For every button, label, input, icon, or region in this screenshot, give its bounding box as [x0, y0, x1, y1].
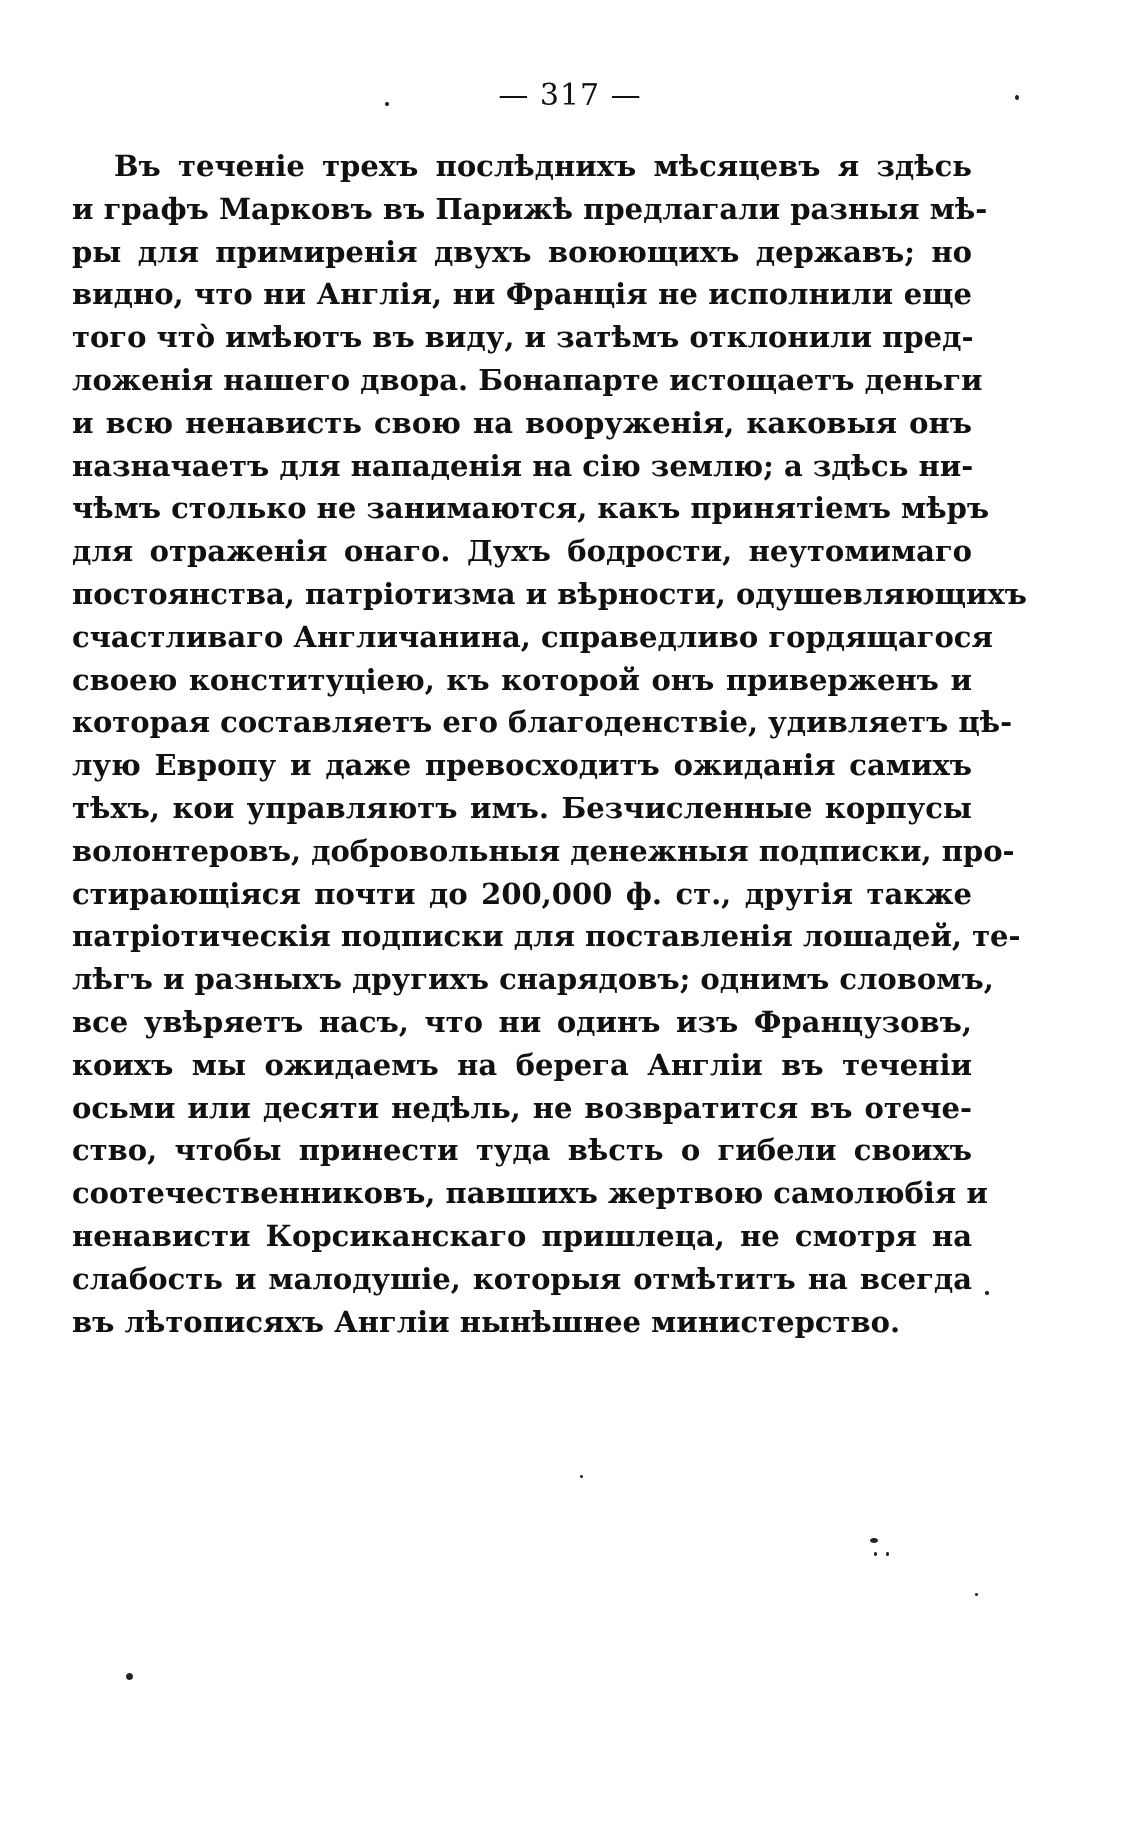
text-line: ненависти Корсиканскаго пришлеца, не смотря на: [72, 1218, 972, 1253]
text-line: которая составляетъ его благоденствіе, удивляетъ цѣ-: [72, 705, 1013, 740]
text-line: стирающіяся почти до 200,000 ф. ст., другія также: [72, 876, 972, 911]
text-line: слабость и малодушіе, которыя отмѣтитъ на всегда: [72, 1261, 972, 1296]
text-line: коихъ мы ожидаемъ на берега Англіи въ теченіи: [72, 1047, 972, 1082]
scan-speck: [1015, 95, 1019, 100]
text-line: Въ теченіе трехъ послѣднихъ мѣсяцевъ я здѣсь: [114, 149, 972, 183]
text-line: осьми или десяти недѣль, не возвратится въ отече-: [72, 1090, 972, 1125]
text-line: волонтеровъ, добровольныя денежныя подписки, про-: [72, 833, 1015, 868]
text-line: счастливаго Англичанина, справедливо гордящагося: [72, 619, 993, 654]
page-number: — 317 —: [498, 78, 642, 113]
body-text: [72, 145, 1027, 1343]
text-line: тѣхъ, кои управляютъ имъ. Безчисленные корпусы: [72, 790, 972, 825]
text-line: постоянства, патріотизма и вѣрности, одушевляющихъ: [72, 576, 1027, 611]
text-line: чѣмъ столько не занимаются, какъ принятіемъ мѣръ: [72, 491, 990, 526]
scan-speck: [985, 1291, 989, 1295]
text-line: того что̀ имѣютъ въ виду, и затѣмъ отклонили пред-: [72, 320, 974, 355]
text-line: лую Европу и даже превосходитъ ожиданія самихъ: [72, 748, 972, 783]
text-line: въ лѣтописяхъ Англіи нынѣшнее министерство.: [72, 1304, 901, 1339]
text-line: и графъ Марковъ въ Парижѣ предлагали разныя мѣ-: [72, 191, 988, 226]
text-line: патріотическія подписки для поставленія лошадей, те-: [72, 919, 1021, 954]
text-line: для отраженія онаго. Духъ бодрости, неутомимаго: [72, 534, 972, 569]
text-line: все увѣряетъ насъ, что ни одинъ изъ Французовъ,: [72, 1004, 972, 1039]
scan-speck: [126, 1673, 133, 1680]
text-line: соотечественниковъ, павшихъ жертвою самолюбія и: [72, 1176, 988, 1211]
scan-speck: [874, 1552, 877, 1556]
text-line: своею конституціею, къ которой онъ приверженъ и: [72, 662, 972, 697]
scan-speck: [580, 1475, 583, 1478]
scan-speck: [870, 1538, 878, 1543]
scan-speck: [886, 1552, 889, 1556]
text-line: лѣгъ и разныхъ другихъ снарядовъ; однимъ словомъ,: [72, 962, 994, 997]
text-line: и всю ненависть свою на вооруженія, каковыя онъ: [72, 405, 972, 440]
text-line: ры для примиренія двухъ воюющихъ державъ; но: [72, 234, 972, 269]
text-line: ложенія нашего двора. Бонапарте истощаетъ деньги: [72, 362, 983, 397]
text-line: назначаетъ для нападенія на сію землю; а здѣсь ни-: [72, 448, 974, 483]
text-line: ство, чтобы принести туда вѣсть о гибели своихъ: [72, 1133, 972, 1168]
text-line: видно, что ни Англія, ни Франція не исполнили еще: [72, 277, 972, 312]
scan-speck: [385, 102, 389, 106]
scan-speck: [975, 1593, 978, 1596]
